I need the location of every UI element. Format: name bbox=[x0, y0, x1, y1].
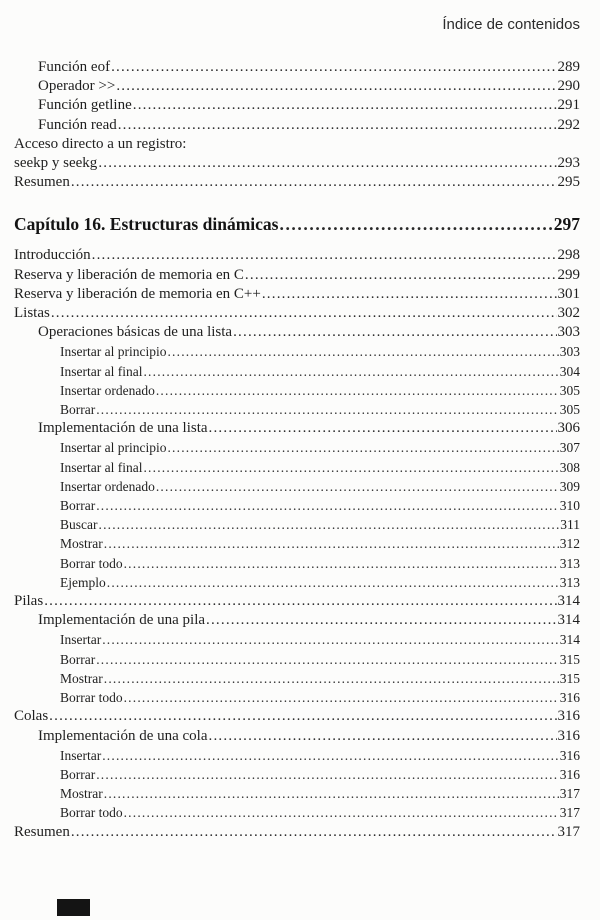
toc-entry-label: Insertar bbox=[60, 747, 102, 763]
toc-page-number: 314 bbox=[559, 632, 580, 648]
toc-page-number: 314 bbox=[557, 612, 580, 629]
toc-entry-label: Acceso directo a un registro: bbox=[14, 135, 187, 152]
toc-page-number: 292 bbox=[557, 116, 580, 133]
toc-entry-label: Listas bbox=[14, 305, 50, 322]
toc-row bbox=[14, 534, 580, 553]
toc-leader-dots bbox=[124, 803, 559, 822]
toc-page-number: 293 bbox=[557, 155, 580, 172]
toc-leader-dots bbox=[102, 746, 559, 765]
toc-row bbox=[14, 823, 580, 842]
toc-entry-label: Insertar al final bbox=[60, 459, 143, 475]
toc-entry-label: Insertar ordenado bbox=[60, 382, 155, 398]
toc-leader-dots bbox=[133, 96, 557, 115]
toc-page-number: 312 bbox=[559, 536, 580, 552]
toc-row bbox=[14, 611, 580, 630]
toc-leader-dots bbox=[49, 707, 556, 726]
footer-page-marker bbox=[57, 899, 90, 916]
toc-page-number: 315 bbox=[559, 670, 580, 686]
toc-entry-label: Operador >> bbox=[38, 78, 116, 95]
toc-entry-label: Insertar al principio bbox=[60, 440, 167, 456]
toc-entry-label: Borrar todo bbox=[60, 555, 123, 571]
toc-row bbox=[14, 707, 580, 726]
toc-entry-label: Reserva y liberación de memoria en C bbox=[14, 266, 244, 283]
toc-leader-dots bbox=[107, 573, 559, 592]
toc-row bbox=[14, 246, 580, 265]
toc-entry-label: Borrar bbox=[60, 498, 96, 514]
toc-leader-dots bbox=[102, 630, 559, 649]
toc-row bbox=[14, 173, 580, 192]
toc-row bbox=[14, 727, 580, 746]
toc-entry-label: Implementación de una lista bbox=[38, 420, 208, 437]
toc-leader-dots bbox=[206, 611, 556, 630]
toc-page-number: 303 bbox=[559, 344, 580, 360]
toc-entry-label: Reserva y liberación de memoria en C++ bbox=[14, 285, 261, 302]
toc-leader-dots bbox=[99, 515, 560, 534]
toc-leader-dots bbox=[92, 246, 557, 265]
toc-page-number: 316 bbox=[559, 747, 580, 763]
toc-page-number: 289 bbox=[557, 59, 580, 75]
toc-row bbox=[14, 669, 580, 688]
toc-page-number: 295 bbox=[557, 174, 580, 191]
toc-leader-dots bbox=[116, 77, 556, 96]
toc-page-number: 317 bbox=[557, 823, 580, 840]
toc-leader-dots bbox=[124, 554, 559, 573]
toc-row bbox=[14, 554, 580, 573]
toc-leader-dots bbox=[233, 323, 556, 342]
toc-row bbox=[14, 688, 580, 707]
toc-entry-label: Función eof bbox=[38, 59, 111, 75]
toc-leader-dots bbox=[143, 458, 558, 477]
toc-row bbox=[14, 135, 580, 154]
toc-page-number: 297 bbox=[553, 214, 580, 235]
toc-entry-label: Borrar bbox=[60, 766, 96, 782]
toc-entry-label: Capítulo 16. Estructuras dinámicas bbox=[14, 214, 279, 235]
toc-row bbox=[14, 784, 580, 803]
toc-entry-label: Ejemplo bbox=[60, 574, 106, 590]
toc-row bbox=[14, 746, 580, 765]
toc-row bbox=[14, 116, 580, 135]
toc-row bbox=[14, 77, 580, 96]
toc-row bbox=[14, 650, 580, 669]
toc-leader-dots bbox=[51, 304, 557, 323]
toc-row bbox=[14, 803, 580, 822]
toc-entry-label: Función getline bbox=[38, 97, 132, 114]
toc-page-number: 313 bbox=[559, 574, 580, 590]
toc-row bbox=[14, 592, 580, 611]
toc-page-number: 316 bbox=[559, 766, 580, 782]
toc-leader-dots bbox=[118, 116, 557, 135]
toc-row bbox=[14, 266, 580, 285]
toc-page-number: 317 bbox=[559, 805, 580, 821]
toc-page-number: 306 bbox=[557, 420, 580, 437]
toc-page-number: 298 bbox=[557, 247, 580, 264]
toc-page-number: 291 bbox=[557, 97, 580, 114]
toc-leader-dots bbox=[245, 266, 557, 285]
toc-entry-label: Mostrar bbox=[60, 536, 103, 552]
toc-page-number: 299 bbox=[557, 266, 580, 283]
toc-entry-label: Borrar bbox=[60, 651, 96, 667]
toc-leader-dots bbox=[104, 784, 559, 803]
toc-entry-label: Insertar al principio bbox=[60, 344, 167, 360]
toc-entry-label: Introducción bbox=[14, 247, 91, 264]
toc-list bbox=[14, 58, 580, 842]
toc-row bbox=[14, 458, 580, 477]
toc-entry-label: Mostrar bbox=[60, 670, 103, 686]
toc-leader-dots bbox=[44, 592, 556, 611]
toc-leader-dots bbox=[156, 381, 559, 400]
toc-entry-label: Buscar bbox=[60, 517, 98, 533]
toc-page bbox=[0, 16, 600, 920]
toc-row bbox=[14, 630, 580, 649]
toc-page-number: 316 bbox=[559, 690, 580, 706]
toc-entry-label: Borrar bbox=[60, 402, 96, 418]
toc-leader-dots bbox=[96, 400, 559, 419]
toc-row bbox=[14, 304, 580, 323]
toc-page-number: 313 bbox=[559, 555, 580, 571]
toc-leader-dots bbox=[167, 342, 558, 361]
toc-leader-dots bbox=[71, 173, 557, 192]
toc-entry-label: Borrar todo bbox=[60, 805, 123, 821]
toc-leader-dots bbox=[104, 534, 559, 553]
toc-row bbox=[14, 515, 580, 534]
toc-row bbox=[14, 362, 580, 381]
toc-leader-dots bbox=[71, 823, 557, 842]
toc-row bbox=[14, 154, 580, 173]
toc-entry-label: seekp y seekg bbox=[14, 155, 98, 172]
toc-page-number: 303 bbox=[557, 324, 580, 341]
toc-entry-label: Pilas bbox=[14, 593, 44, 610]
toc-page-number: 305 bbox=[559, 382, 580, 398]
toc-page-number: 316 bbox=[557, 727, 580, 744]
toc-page-number: 290 bbox=[557, 78, 580, 95]
toc-leader-dots bbox=[98, 154, 556, 173]
toc-entry-label: Implementación de una pila bbox=[38, 612, 206, 629]
toc-row bbox=[14, 477, 580, 496]
toc-entry-label: Insertar bbox=[60, 632, 102, 648]
toc-page-number: 308 bbox=[559, 459, 580, 475]
toc-page-number: 302 bbox=[557, 305, 580, 322]
toc-row bbox=[14, 573, 580, 592]
toc-leader-dots bbox=[209, 419, 557, 438]
toc-page-number: 309 bbox=[559, 478, 580, 494]
toc-page-number: 315 bbox=[559, 651, 580, 667]
toc-row bbox=[14, 342, 580, 361]
toc-leader-dots bbox=[143, 362, 558, 381]
toc-page-number: 301 bbox=[557, 285, 580, 302]
toc-leader-dots bbox=[262, 285, 557, 304]
toc-leader-dots bbox=[124, 688, 559, 707]
toc-leader-dots bbox=[279, 213, 552, 235]
toc-entry-label: Resumen bbox=[14, 823, 70, 840]
toc-entry-label: Borrar todo bbox=[60, 690, 123, 706]
toc-row bbox=[14, 58, 580, 77]
toc-page-number: 304 bbox=[559, 363, 580, 379]
toc-page-number: 310 bbox=[559, 498, 580, 514]
toc-entry-label: Colas bbox=[14, 708, 49, 725]
toc-entry-label: Resumen bbox=[14, 174, 70, 191]
toc-row bbox=[14, 438, 580, 457]
toc-page-number: 311 bbox=[560, 517, 580, 533]
toc-row bbox=[14, 381, 580, 400]
toc-row bbox=[14, 496, 580, 515]
toc-entry-label: Función read bbox=[38, 116, 117, 133]
toc-leader-dots bbox=[209, 727, 557, 746]
toc-entry-label: Operaciones básicas de una lista bbox=[38, 324, 233, 341]
toc-page-number: 316 bbox=[557, 708, 580, 725]
toc-leader-dots bbox=[96, 765, 559, 784]
toc-leader-dots bbox=[96, 496, 559, 515]
toc-entry-label: Mostrar bbox=[60, 786, 103, 802]
running-header: Índice de contenidos bbox=[442, 16, 580, 33]
toc-leader-dots bbox=[156, 477, 559, 496]
toc-entry-label: Insertar ordenado bbox=[60, 478, 155, 494]
toc-row bbox=[14, 765, 580, 784]
toc-chapter-row bbox=[14, 213, 580, 235]
toc-page-number: 314 bbox=[557, 593, 580, 610]
toc-row bbox=[14, 419, 580, 438]
toc-entry-label: Implementación de una cola bbox=[38, 727, 208, 744]
toc-leader-dots bbox=[111, 58, 556, 77]
toc-leader-dots bbox=[104, 669, 559, 688]
toc-row bbox=[14, 400, 580, 419]
toc-page-number: 305 bbox=[559, 402, 580, 418]
toc-row bbox=[14, 285, 580, 304]
toc-leader-dots bbox=[167, 438, 558, 457]
toc-leader-dots bbox=[96, 650, 559, 669]
toc-row bbox=[14, 96, 580, 115]
toc-page-number: 307 bbox=[559, 440, 580, 456]
toc-page-number: 317 bbox=[559, 786, 580, 802]
toc-row bbox=[14, 323, 580, 342]
toc-entry-label: Insertar al final bbox=[60, 363, 143, 379]
